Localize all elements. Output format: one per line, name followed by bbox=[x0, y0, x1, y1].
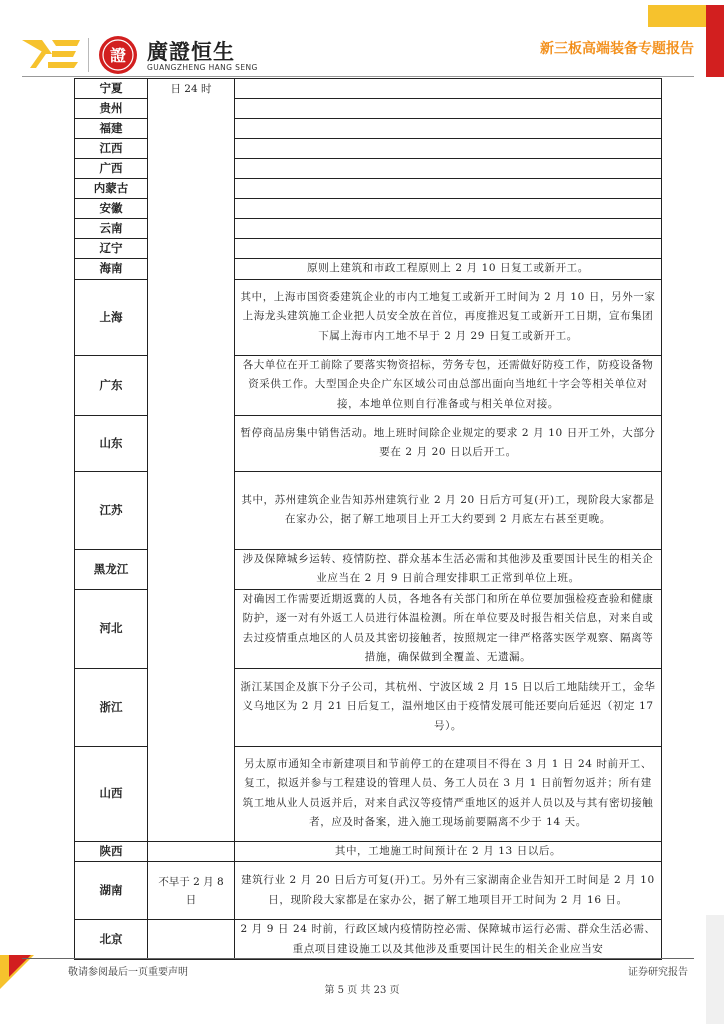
description-cell bbox=[235, 159, 662, 179]
description-cell bbox=[235, 179, 662, 199]
table-row bbox=[75, 920, 662, 960]
corner-decoration-side bbox=[706, 5, 724, 77]
province-cell: 山西 bbox=[75, 746, 148, 841]
description-cell: 其中，苏州建筑企业告知苏州建筑行业 2 月 20 日后方可复(开)工，现阶段大家都是在家办公，据了解工地项目上开工大约要到 2 月底左右甚至更晚。 bbox=[235, 471, 662, 549]
province-cell: 上海 bbox=[75, 279, 148, 355]
description-cell: 原则上建筑和市政工程原则上 2 月 10 日复工或新开工。 bbox=[235, 259, 662, 280]
description-cell: 各大单位在开工前除了要落实物资招标，劳务专包，还需做好防疫工作，防疫设备物资采供工作。大型国企央企广东区域公司由总部出面向当地红十字会等相关单位对接，本地单位则自行准备或与相关单位对接。 bbox=[235, 355, 662, 415]
footer-rule bbox=[22, 958, 694, 959]
province-cell: 广东 bbox=[75, 355, 148, 415]
company-logo-icon bbox=[22, 38, 82, 70]
time-cell-empty bbox=[148, 920, 235, 960]
description-cell: 2 月 9 日 24 时前，行政区域内疫情防控必需、保障城市运行必需、群众生活必需、重点项目建设施工以及其他涉及重要国计民生的相关企业应当安 bbox=[235, 920, 662, 960]
table-row bbox=[75, 79, 662, 99]
header-divider bbox=[88, 38, 89, 72]
time-cell: 不早于 2 月 8 日 bbox=[148, 862, 235, 920]
province-cell: 安徽 bbox=[75, 199, 148, 219]
province-cell: 河北 bbox=[75, 589, 148, 668]
header-rule bbox=[22, 76, 694, 77]
table-row bbox=[75, 862, 662, 920]
time-cell-empty bbox=[148, 841, 235, 862]
province-cell: 陕西 bbox=[75, 841, 148, 862]
footer-report-type: 证券研究报告 bbox=[628, 967, 688, 978]
description-cell: 另太原市通知全市新建项目和节前停工的在建项目不得在 3 月 1 日 24 时前开工、复工，拟返并参与工程建设的管理人员、务工人员在 3 月 1 日前暂勿返并；所有建筑工地从业人员返并后，对来自武汉等疫情严重地区的返并人员以及与其有密切接触者，应及时备案，进入施工现场前要隔离不少于 14 天。 bbox=[235, 746, 662, 841]
report-title: 新三板高端装备专题报告 bbox=[540, 41, 694, 57]
description-cell bbox=[235, 119, 662, 139]
province-cell: 福建 bbox=[75, 119, 148, 139]
seal-char: 證 bbox=[109, 46, 127, 65]
brand-name-en: GUANGZHENG HANG SENG bbox=[147, 63, 258, 72]
description-cell: 其中，上海市国资委建筑企业的市内工地复工或新开工时间为 2 月 10 日，另外一家上海龙头建筑施工企业把人员安全放在首位，再度推迟复工或新开工日期，宣布集团下属上海市内工地不早于 2 月 29 日复工或新开工。 bbox=[235, 279, 662, 355]
province-cell: 江苏 bbox=[75, 471, 148, 549]
description-cell bbox=[235, 239, 662, 259]
description-cell bbox=[235, 199, 662, 219]
province-cell: 贵州 bbox=[75, 99, 148, 119]
province-cell: 北京 bbox=[75, 920, 148, 960]
province-cell: 辽宁 bbox=[75, 239, 148, 259]
description-cell: 其中，工地施工时间预计在 2 月 13 日以后。 bbox=[235, 841, 662, 862]
province-cell: 山东 bbox=[75, 415, 148, 471]
description-cell bbox=[235, 219, 662, 239]
corner-decoration-bottom-right bbox=[706, 915, 724, 1024]
province-cell: 宁夏 bbox=[75, 79, 148, 99]
brand-seal-icon bbox=[98, 35, 138, 75]
description-cell: 浙江某国企及旗下分子公司，其杭州、宁波区域 2 月 15 日以后工地陆续开工，金华义乌地区为 2 月 21 日后复工，温州地区由于疫情发展可能还要向后延迟（初定 17 号）。 bbox=[235, 668, 662, 746]
province-cell: 黑龙江 bbox=[75, 549, 148, 589]
province-cell: 湖南 bbox=[75, 862, 148, 920]
description-cell: 暂停商品房集中销售活动。地上班时间除企业规定的要求 2 月 10 日开工外，大部分要在 2 月 20 日以后开工。 bbox=[235, 415, 662, 471]
brand-name: 廣證恒生 bbox=[147, 40, 235, 64]
table-row bbox=[75, 841, 662, 862]
description-cell: 建筑行业 2 月 20 日后方可复(开)工。另外有三家湖南企业告知开工时间是 2 月 10 日，现阶段大家都是在家办公，据了解工地项目开工时间为 2 月 16 日。 bbox=[235, 862, 662, 920]
resume-work-table bbox=[74, 78, 662, 960]
province-cell: 浙江 bbox=[75, 668, 148, 746]
province-cell: 江西 bbox=[75, 139, 148, 159]
description-cell: 对确因工作需要近期返冀的人员，各地各有关部门和所在单位要加强检疫查验和健康防护，逐一对有外返工人员进行体温检测。所在单位要及时报告相关信息，对来自或去过疫情重点地区的人员及其密切接触者，按照规定一律严格落实医学观察、隔离等措施，确保做到全覆盖、无遗漏。 bbox=[235, 589, 662, 668]
province-cell: 海南 bbox=[75, 259, 148, 280]
province-cell: 云南 bbox=[75, 219, 148, 239]
footer-disclaimer: 敬请参阅最后一页重要声明 bbox=[68, 967, 188, 978]
time-cell: 日 24 时 bbox=[148, 79, 235, 842]
province-cell: 广西 bbox=[75, 159, 148, 179]
description-cell bbox=[235, 139, 662, 159]
description-cell bbox=[235, 99, 662, 119]
description-cell bbox=[235, 79, 662, 99]
description-cell: 涉及保障城乡运转、疫情防控、群众基本生活必需和其他涉及重要国计民生的相关企业应当在 2 月 9 日前合理安排职工正常到单位上班。 bbox=[235, 549, 662, 589]
province-cell: 内蒙古 bbox=[75, 179, 148, 199]
page-number: 第 5 页 共 23 页 bbox=[324, 985, 400, 996]
